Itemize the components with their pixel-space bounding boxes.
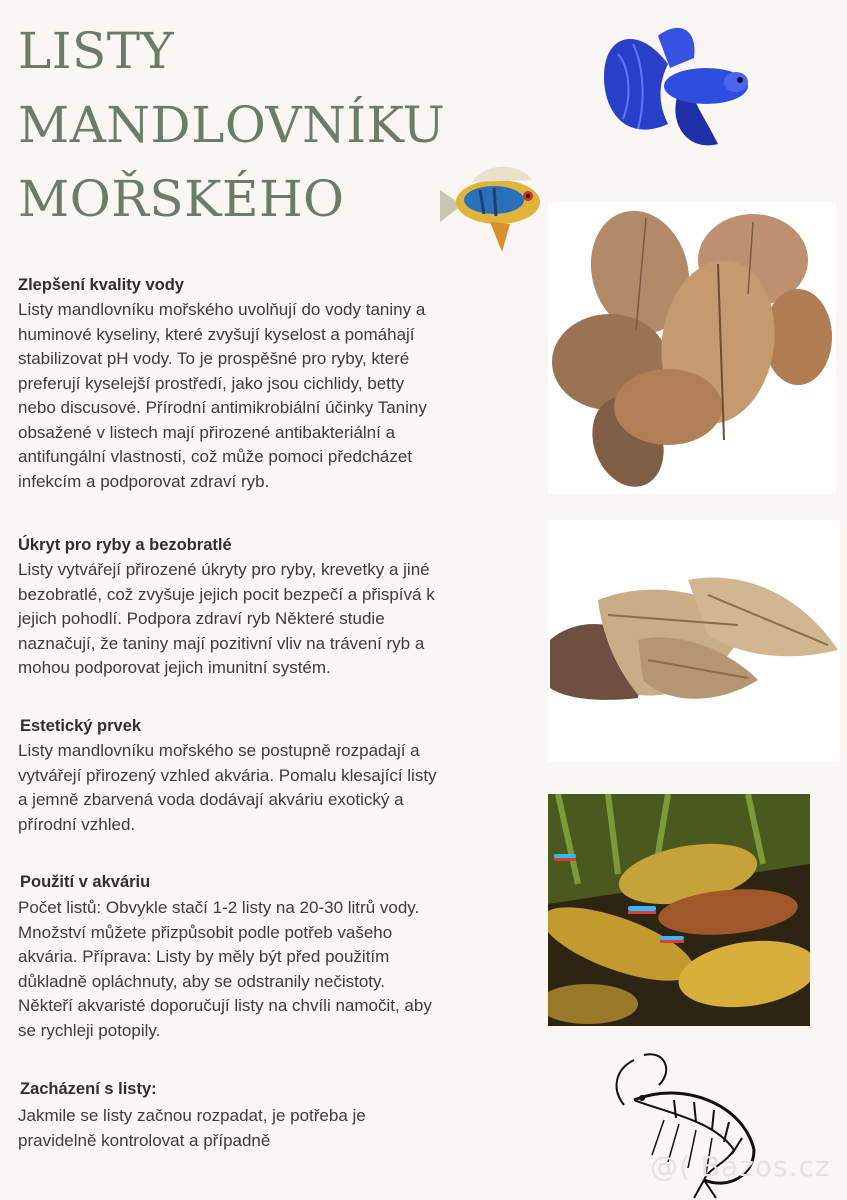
section-body-aesthetic: Listy mandlovníku mořského se postupně rozpadají a vytvářejí přirozený vzhled akvária. Pomalu klesající listy a jemně zbarvená voda dodávají akváriu exotický a přírodní vzhled. (18, 741, 437, 834)
section-heading-handling: Zacházení s listy: (20, 1080, 157, 1098)
section-body-shelter: Listy vytvářejí přirozené úkryty pro ryby, krevetky a jiné bezobratlé, což zvyšuje jejich pocit bezpečí a přispívá k jejich pohodlí. Podpora zdraví ryb Některé studie naznačují, že taniny mají pozitivní vliv na trávení ryb a mohou podporovat jejich imunitní systém. (18, 560, 435, 677)
section-heading-water-quality: Zlepšení kvality vody (18, 276, 184, 294)
catappa-leaves-pile-image (548, 520, 840, 762)
section-body-usage: Počet listů: Obvykle stačí 1-2 listy na 20-30 litrů vody. Množství můžete přizpůsobit podle potřeb vašeho akvária. Příprava: Listy by měly být před použitím důkladně opláchnuty, aby se odstranily nečistoty. Někteří akvaristé doporučují listy na chvíli namočit, aby se rychleji potopily. (18, 898, 432, 1040)
section-heading-shelter: Úkryt pro ryby a bezobratlé (18, 536, 232, 554)
page-title (18, 14, 445, 236)
section-heading-aesthetic: Estetický prvek (20, 717, 142, 735)
section-heading-usage: Použití v akváriu (20, 873, 151, 891)
section-body-water-quality: Listy mandlovníku mořského uvolňují do vody taniny a huminové kyseliny, které zvyšují kyselost a pomáhají stabilizovat pH vody. To je prospěšné pro ryby, které preferují kyselejší prostředí, jako jsou cichlidy, betty nebo discusové. Přírodní antimikrobiální účinky Taniny obsažené v listech mají přirozené antibakteriální a antifungální vlastnosti, což může pomoci předcházet infekcím a podporovat zdraví ryb. (18, 300, 427, 491)
section-body-handling: Jakmile se listy začnou rozpadat, je potřeba je pravidelně kontrolovat a případně (18, 1106, 366, 1150)
title-line-2: MANDLOVNÍKU (18, 96, 446, 154)
aquarium-leaves-image (548, 794, 810, 1026)
title-line-1: LISTY (18, 22, 175, 80)
watermark: @( Bazos.cz (650, 1150, 831, 1183)
catappa-leaves-flat-image (548, 202, 836, 494)
ram-cichlid-image (432, 160, 548, 258)
betta-fish-image (598, 24, 756, 152)
title-line-3: MOŘSKÉHO (18, 170, 345, 228)
